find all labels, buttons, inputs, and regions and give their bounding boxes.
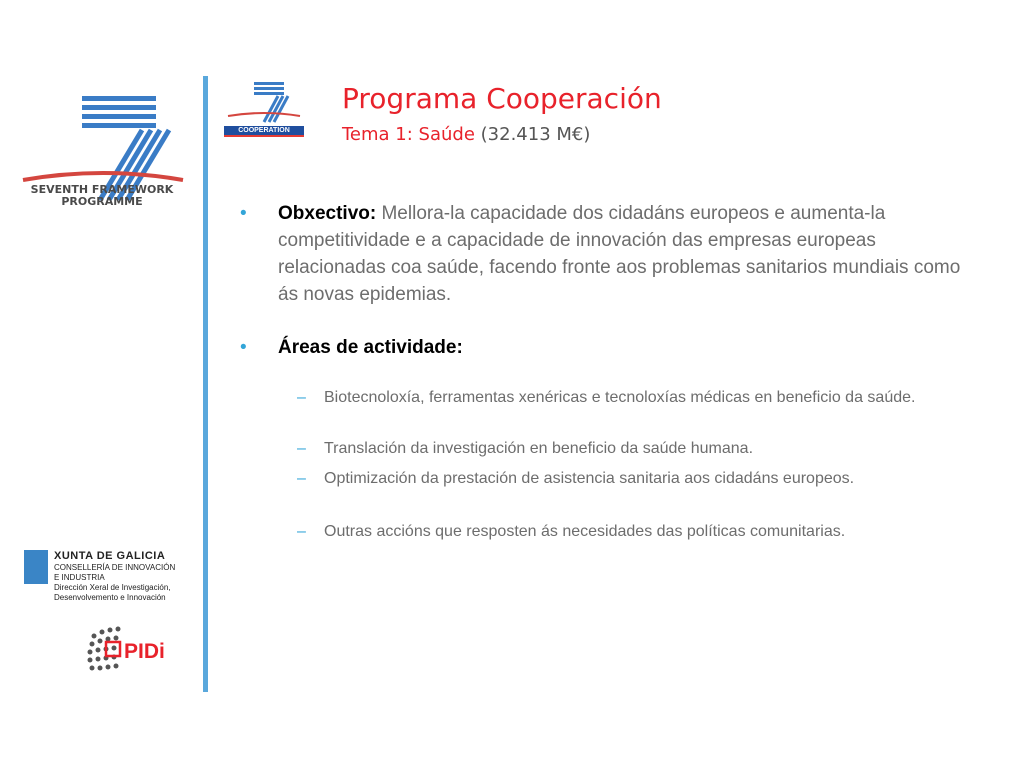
page-subtitle — [342, 124, 590, 145]
list-item-text: Translación da investigación en beneficio da saúde humana. — [324, 440, 754, 457]
dash-icon: – — [297, 440, 306, 457]
fp7-logo-text: SEVENTH FRAMEWORK PROGRAMME — [30, 183, 174, 208]
objective-label: Obxectivo: — [278, 203, 377, 224]
dash-icon: – — [297, 389, 306, 406]
bullet-icon: • — [240, 203, 247, 224]
objective-text-block — [278, 200, 978, 308]
page-title: Programa Cooperación — [342, 82, 662, 115]
list-item-text: Outras accións que resposten ás necesidades das políticas comunitarias. — [324, 523, 846, 540]
list-item-text: Optimización da prestación de asistencia sanitaria aos cidadáns europeos. — [324, 470, 855, 487]
list-item-text: Biotecnoloxía, ferramentas xenéricas e tecnoloxías médicas en beneficio da saúde. — [324, 389, 916, 406]
xunta-shield-icon — [24, 550, 48, 584]
dash-icon: – — [297, 523, 306, 540]
xunta-logo: XUNTA DE GALICIA CONSELLERÍA DE INNOVACIÓN E INDUSTRIA Dirección Xeral de Investigación, Desenvolvemento e Innovación — [54, 550, 176, 602]
bullet-icon: • — [240, 337, 247, 358]
areas-label: Áreas de actividade: — [278, 337, 463, 358]
dash-icon: – — [297, 470, 306, 487]
pidi-logo-text: PIDi — [124, 640, 165, 663]
objective-text: Mellora-la capacidade dos cidadáns europeos e aumenta-la competitividade e a capacidade de innovación das empresas europeas relacionadas coa saúde, facendo fronte aos problemas sanitarios mundiais como ás novas epidemias. — [278, 203, 961, 305]
cooperation-label: COOPERATION — [224, 126, 304, 137]
subtitle-topic: Tema 1: Saúde — [342, 124, 475, 145]
subtitle-amount: (32.413 M€) — [480, 124, 591, 145]
